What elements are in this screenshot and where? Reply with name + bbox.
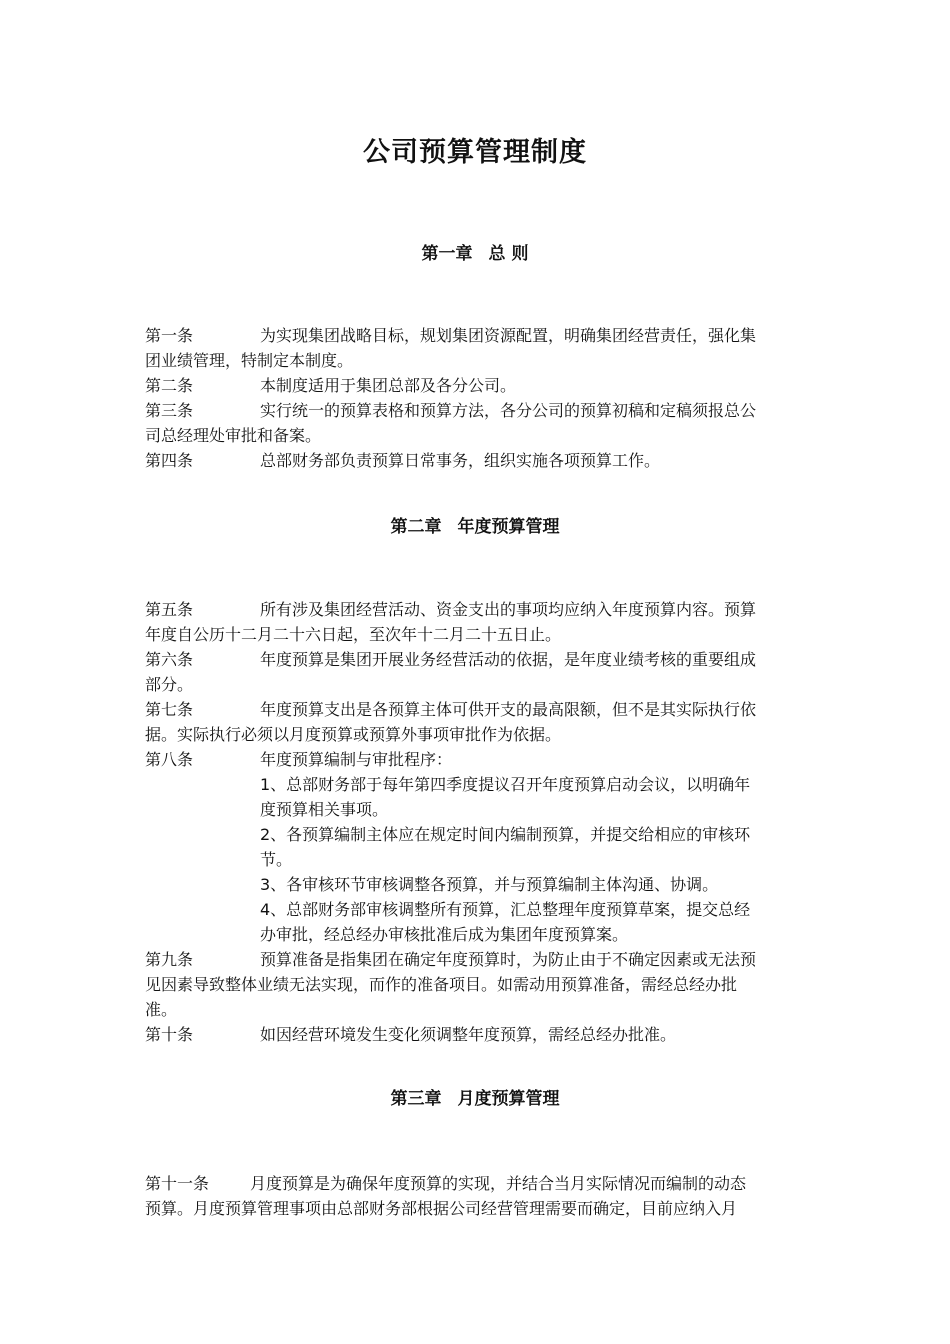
article-text: 总部财务部负责预算日常事务，组织实施各项预算工作。 [260,451,661,470]
article [145,323,807,373]
article-number: 第八条 [145,750,194,769]
article-text: 准。 [145,1000,178,1019]
article-text: 年度预算编制与审批程序： [260,750,453,769]
article [145,1171,807,1221]
procedure-item [260,897,808,947]
article-number: 第十条 [145,1025,194,1044]
article-text: 预算。月度预算管理事项由总部财务部根据公司经营管理需要而确定，目前应纳入月 [145,1199,738,1218]
article-text: 本制度适用于集团总部及各分公司。 [260,376,517,395]
article-number: 第六条 [145,650,194,669]
article-number: 第一条 [145,326,194,345]
article [145,373,807,398]
procedure-text: 1、总部财务部于每年第四季度提议召开年度预算启动会议，以明确年 [260,775,751,794]
procedure-text: 2、各预算编制主体应在规定时间内编制预算，并提交给相应的审核环 [260,825,751,844]
procedure-item [260,872,808,897]
chapter-label: 第二章 [390,517,442,537]
article-text: 月度预算是为确保年度预算的实现，并结合当月实际情况而编制的动态 [250,1174,747,1193]
article [145,647,807,697]
article [145,597,807,647]
article [145,947,807,1022]
article [145,697,807,747]
procedure-text: 4、总部财务部审核调整所有预算，汇总整理年度预算草案，提交总经 [260,900,751,919]
article-text: 年度自公历十二月二十六日起，至次年十二月二十五日止。 [145,625,562,644]
article-text: 预算准备是指集团在确定年度预算时，为防止由于不确定因素或无法预 [260,950,757,969]
procedure-item [260,772,808,822]
article-text: 为实现集团战略目标，规划集团资源配置，明确集团经营责任，强化集 [260,326,757,345]
chapter-heading [0,1084,950,1109]
article-text: 司总经理处审批和备案。 [145,426,322,445]
article-number: 第十一条 [145,1174,210,1193]
procedure-text: 办审批，经总经办审核批准后成为集团年度预算案。 [260,925,629,944]
procedure-item [260,822,808,872]
article [145,398,807,448]
article-text: 据。实际执行必须以月度预算或预算外事项审批作为依据。 [145,725,562,744]
article-number: 第三条 [145,401,194,420]
chapter-name: 月度预算管理 [457,1089,560,1109]
chapter-heading [0,239,950,264]
procedure-text: 节。 [260,850,293,869]
article-text: 如因经营环境发生变化须调整年度预算，需经总经办批准。 [260,1025,677,1044]
article-number: 第九条 [145,950,194,969]
article-text: 年度预算是集团开展业务经营活动的依据，是年度业绩考核的重要组成 [260,650,757,669]
article-text: 所有涉及集团经营活动、资金支出的事项均应纳入年度预算内容。预算 [260,600,757,619]
chapter-label: 第一章 [421,244,473,264]
article [145,448,807,473]
article-number: 第五条 [145,600,194,619]
article-text: 年度预算支出是各预算主体可供开支的最高限额，但不是其实际执行依 [260,700,757,719]
chapter-name: 年度预算管理 [457,517,560,537]
article-text: 见因素导致整体业绩无法实现，而作的准备项目。如需动用预算准备，需经总经办批 [145,975,738,994]
article-number: 第四条 [145,451,194,470]
chapter-label: 第三章 [390,1089,442,1109]
document-title: 公司预算管理制度 [363,137,587,168]
chapter-name: 总 则 [488,244,529,264]
article-text: 团业绩管理，特制定本制度。 [145,351,354,370]
chapter-heading [0,512,950,537]
article-text: 实行统一的预算表格和预算方法，各分公司的预算初稿和定稿须报总公 [260,401,757,420]
procedure-text: 度预算相关事项。 [260,800,389,819]
article [145,1022,807,1047]
procedure-text: 3、各审核环节审核调整各预算，并与预算编制主体沟通、协调。 [260,875,719,894]
article-number: 第七条 [145,700,194,719]
article [145,747,807,772]
article-number: 第二条 [145,376,194,395]
article-text: 部分。 [145,675,194,694]
